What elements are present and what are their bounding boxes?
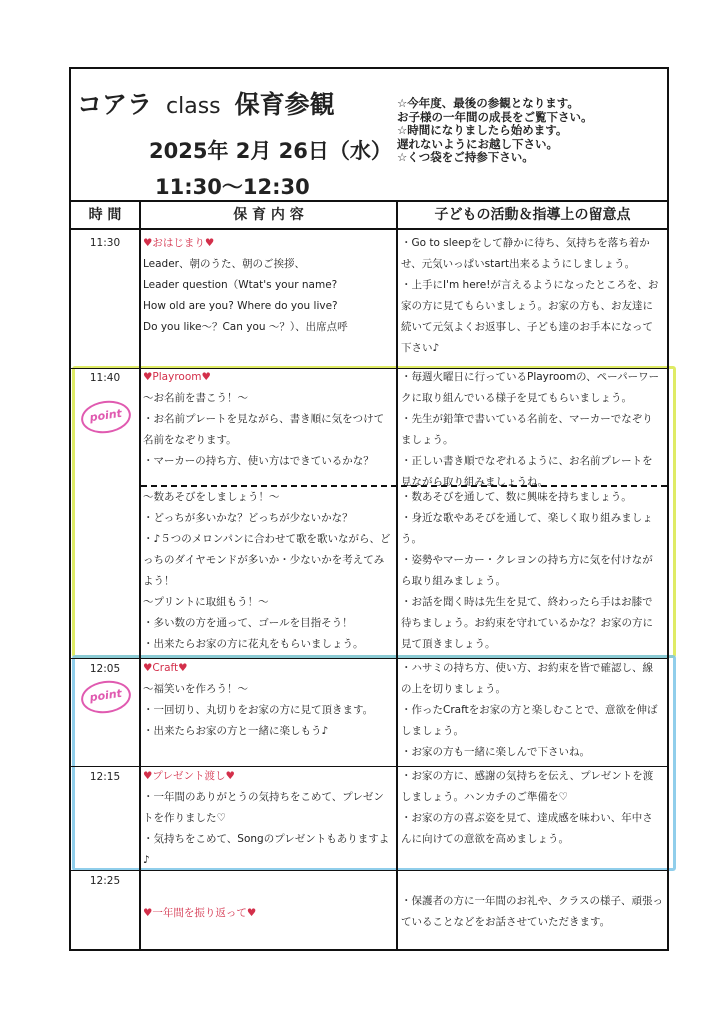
note-line: ・先生が鉛筆で書いている名前を、マーカーでなぞりましょう。 <box>401 413 653 446</box>
column-header-content: 保 育 内 容 <box>141 200 396 230</box>
row-notes <box>401 891 663 933</box>
row-content <box>143 658 393 742</box>
event-time: 11:30〜12:30 <box>155 175 310 199</box>
content-line: ・気持ちをこめて、Songのプレゼントもありますよ♪ <box>143 833 390 866</box>
row-notes <box>401 367 663 493</box>
activity-title: プレゼント渡し <box>152 770 226 782</box>
point-badge: point <box>79 678 133 717</box>
schedule-sheet <box>69 67 669 951</box>
event-date: 2025年 2月 26日（水） <box>149 139 392 163</box>
row-time: 12:05 <box>89 663 121 675</box>
content-line: ・出来たらお家の方と一緒に楽しもう♪ <box>143 725 329 737</box>
heart-icon: ♥ <box>201 371 211 383</box>
note-line: ・作ったCraftをお家の方と楽しむことで、意欲を伸ばしましょう。 <box>401 704 658 737</box>
row-time: 12:15 <box>89 771 121 783</box>
heart-icon: ♥ <box>143 662 153 674</box>
heart-icon: ♥ <box>143 237 153 249</box>
header-note: 遅れないようにお越し下さい。 <box>397 136 558 151</box>
activity-title: Playroom <box>152 371 202 383</box>
heart-icon: ♥ <box>143 770 153 782</box>
content-line: ・多い数の方を通って、ゴールを目指そう！ <box>143 617 353 629</box>
note-line: ・お家の方も一緒に楽しんで下さいね。 <box>401 746 590 758</box>
content-line: ・一年間のありがとうの気持ちをこめて、プレゼントを作りました♡ <box>143 791 384 824</box>
heart-icon: ♥ <box>225 770 235 782</box>
content-line: ・一回切り、丸切りをお家の方に見て頂きます。 <box>143 704 374 716</box>
header-note: ☆今年度、最後の参観となります。 <box>397 96 579 110</box>
note-line: ・お家の方に、感謝の気持ちを伝え、プレゼントを渡しましょう。ハンカチのご準備を♡ <box>401 770 654 803</box>
heart-icon: ♥ <box>178 662 188 674</box>
header-notes <box>397 97 665 165</box>
row-content <box>143 367 393 472</box>
row-content-2 <box>143 487 393 655</box>
heart-icon: ♥ <box>143 371 153 383</box>
row-time: 12:25 <box>89 875 121 887</box>
note-line: ・正しい書き順でなぞれるように、お名前プレートを見ながら取り組みましょうね。 <box>401 455 653 488</box>
header-note: ☆くつ袋をご持参下さい。 <box>397 150 534 164</box>
content-line: 〜福笑いを作ろう！〜 <box>143 683 248 695</box>
row-content <box>143 233 393 338</box>
page-title <box>77 85 335 121</box>
header <box>71 69 667 202</box>
row-notes <box>401 658 663 763</box>
content-line: Leader、朝のうた、朝のご挨拶、 <box>143 258 306 270</box>
title-class-word: class <box>166 94 221 119</box>
heart-icon: ♥ <box>246 907 257 919</box>
content-line: 〜お名前を書こう！〜 <box>143 392 248 404</box>
note-line: ・姿勢やマーカー・クレヨンの持ち方に気を付けながら取り組みましょう。 <box>401 554 653 587</box>
content-line: Do you like〜？Can you 〜？）、出席点呼 <box>143 321 348 333</box>
title-class-name: コアラ <box>77 90 153 119</box>
note-line: ・毎週火曜日に行っているPlayroomの、ペーパーワークに取り組んでいる様子を見てもらいましょう。 <box>401 371 660 404</box>
content-line: How old are you? Where do you live? <box>143 300 338 312</box>
note-line: ・保護者の方に一年間のお礼や、クラスの様子、頑張っていることなどをお話させていただきます。 <box>401 895 663 928</box>
note-line: ・お話を聞く時は先生を見て、終わったら手はお膝で待ちましょう。お約束を守れているかな？お家の方に見て頂きましょう。 <box>401 596 653 650</box>
column-divider <box>139 200 141 951</box>
note-line: ・Go to sleepをして静かに待ち、気持ちを落ち着かせ、元気いっぱいstart出来るようにしましょう。 <box>401 237 650 270</box>
header-note: お子様の一年間の成長をご覧下さい。 <box>397 109 593 124</box>
row-content <box>143 766 393 871</box>
content-line: ・どっちが多いかな？どっちが少ないかな？ <box>143 512 353 524</box>
column-header-time: 時 間 <box>71 200 139 230</box>
note-line: ・数あそびを通して、数に興味を持ちましょう。 <box>401 491 632 503</box>
content-line: 〜プリントに取組もう！〜 <box>143 596 269 608</box>
content-line: ・出来たらお家の方に花丸をもらいましょう。 <box>143 638 364 650</box>
row-time: 11:30 <box>89 237 121 249</box>
note-line: ・ハサミの持ち方、使い方、お約束を皆で確認し、線の上を切りましょう。 <box>401 662 653 695</box>
row-notes-2 <box>401 487 663 655</box>
title-event: 保育参観 <box>234 90 335 119</box>
row-content <box>143 903 393 924</box>
point-badge: point <box>79 398 133 437</box>
note-line: ・身近な歌やあそびを通して、楽しく取り組みましょう。 <box>401 512 653 545</box>
activity-title: おはじまり <box>152 237 205 249</box>
note-line: ・上手にI'm here!が言えるようになったところを、お家の方に見てもらいましょう。お家の方も、お友達に続いて元気よくお返事し、子ども達のお手本になって下さい♪ <box>401 279 659 354</box>
content-line: ・♪５つのメロンパンに合わせて歌を歌いながら、どっちのダイヤモンドが多いか・少ないかを考えてみよう！ <box>143 533 391 587</box>
heart-icon: ♥ <box>143 907 153 919</box>
content-line: ・マーカーの持ち方、使い方はできているかな？ <box>143 455 374 467</box>
content-line: Leader question（Wtat's your name? <box>143 279 338 291</box>
heart-icon: ♥ <box>204 237 215 249</box>
row-notes <box>401 233 663 359</box>
row-time: 11:40 <box>89 372 121 384</box>
header-note: ☆時間になりましたら始めます。 <box>397 123 568 137</box>
activity-title: Craft <box>152 662 179 674</box>
activity-title: 一年間を振り返って <box>152 907 247 919</box>
content-line: ・お名前プレートを見ながら、書き順に気をつけて名前をなぞります。 <box>143 413 385 446</box>
row-notes <box>401 766 663 850</box>
column-divider <box>396 200 398 951</box>
content-line: 〜数あそびをしましょう！〜 <box>143 491 280 503</box>
note-line: ・お家の方の喜ぶ姿を見て、達成感を味わい、年中さんに向けての意欲を高めましょう。 <box>401 812 653 845</box>
column-header-notes: 子どもの活動＆指導上の留意点 <box>398 200 667 230</box>
